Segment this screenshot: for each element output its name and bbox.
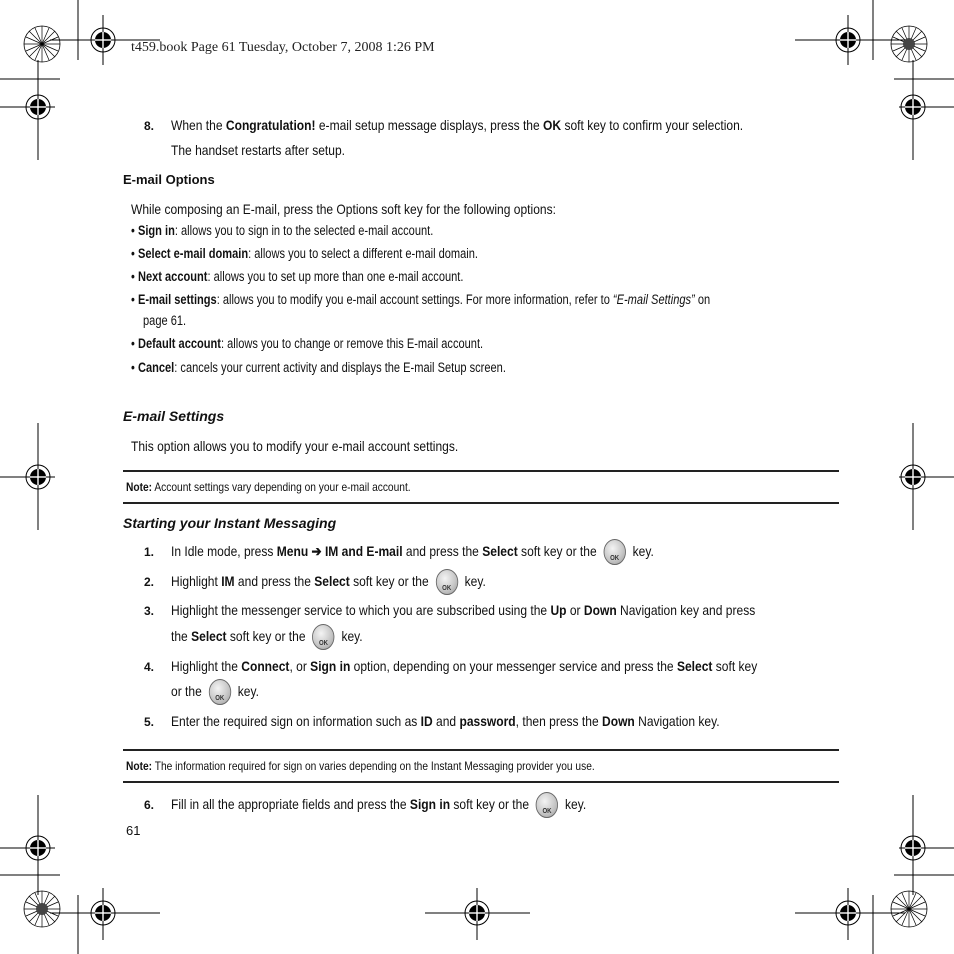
step-number: 2. bbox=[144, 575, 155, 589]
step-4-line2: or the OK key. bbox=[171, 679, 259, 705]
email-options-intro: While composing an E-mail, press the Options soft key for the following options: bbox=[131, 201, 556, 217]
note-box bbox=[123, 470, 839, 504]
note-box bbox=[123, 749, 839, 783]
ok-key-icon bbox=[536, 792, 558, 818]
step-number: 3. bbox=[144, 604, 155, 618]
step-number: 6. bbox=[144, 798, 155, 812]
step-5-text: Enter the required sign on information such as ID and password, then press the Down Navigation key. bbox=[171, 713, 720, 729]
page-number: 61 bbox=[126, 823, 141, 838]
step-1-text: In Idle mode, press Menu ➔ IM and E-mail and press the Select soft key or the OK key. bbox=[171, 539, 654, 565]
email-settings-text: This option allows you to modify your e-mail account settings. bbox=[131, 438, 459, 454]
section-heading-email-settings: E-mail Settings bbox=[123, 408, 225, 424]
list-item: • E-mail settings: allows you to modify you e-mail account settings. For more information, refer to “E-mail Settings” on bbox=[131, 292, 711, 307]
step-number: 8. bbox=[144, 119, 155, 133]
section-heading-instant-messaging: Starting your Instant Messaging bbox=[123, 515, 337, 531]
step-4-text: Highlight the Connect, or Sign in option, depending on your messenger service and press the Select soft key bbox=[171, 658, 758, 674]
step-number: 5. bbox=[144, 715, 155, 729]
step-3-line2: the Select soft key or the OK key. bbox=[171, 624, 363, 650]
list-item: • Next account: allows you to set up more than one e-mail account. bbox=[131, 269, 464, 284]
step-number: 1. bbox=[144, 545, 155, 559]
ok-key-icon bbox=[603, 539, 625, 565]
running-header: t459.book Page 61 Tuesday, October 7, 2008 1:26 PM bbox=[131, 40, 435, 55]
list-item-continuation: page 61. bbox=[143, 313, 187, 328]
step-6-text: Fill in all the appropriate fields and press the Sign in soft key or the OK key. bbox=[171, 792, 586, 818]
note-text: Account settings vary depending on your e-mail account. bbox=[152, 480, 411, 494]
list-item: • Cancel: cancels your current activity and displays the E-mail Setup screen. bbox=[131, 360, 506, 375]
step-8-text: When the Congratulation! e-mail setup message displays, press the OK soft key to confirm your selection. bbox=[171, 117, 744, 133]
ok-key-icon bbox=[312, 624, 334, 650]
section-heading-email-options: E-mail Options bbox=[123, 172, 215, 187]
note-text: The information required for sign on varies depending on the Instant Messaging provider you use. bbox=[152, 759, 595, 773]
list-item: • Sign in: allows you to sign in to the selected e-mail account. bbox=[131, 223, 434, 238]
step-number: 4. bbox=[144, 660, 155, 674]
note-label: Note: bbox=[126, 480, 153, 494]
step-2-text: Highlight IM and press the Select soft key or the OK key. bbox=[171, 569, 486, 595]
list-item: • Default account: allows you to change or remove this E-mail account. bbox=[131, 336, 484, 351]
step-8-line2: The handset restarts after setup. bbox=[171, 142, 346, 158]
ok-key-icon bbox=[435, 569, 457, 595]
note-label: Note: bbox=[126, 759, 153, 773]
ok-key-icon bbox=[209, 679, 231, 705]
cross-reference-link[interactable]: “E-mail Settings” bbox=[612, 292, 695, 307]
list-item: • Select e-mail domain: allows you to select a different e-mail domain. bbox=[131, 246, 479, 261]
step-3-text: Highlight the messenger service to which you are subscribed using the Up or Down Navigation key and press bbox=[171, 602, 756, 618]
